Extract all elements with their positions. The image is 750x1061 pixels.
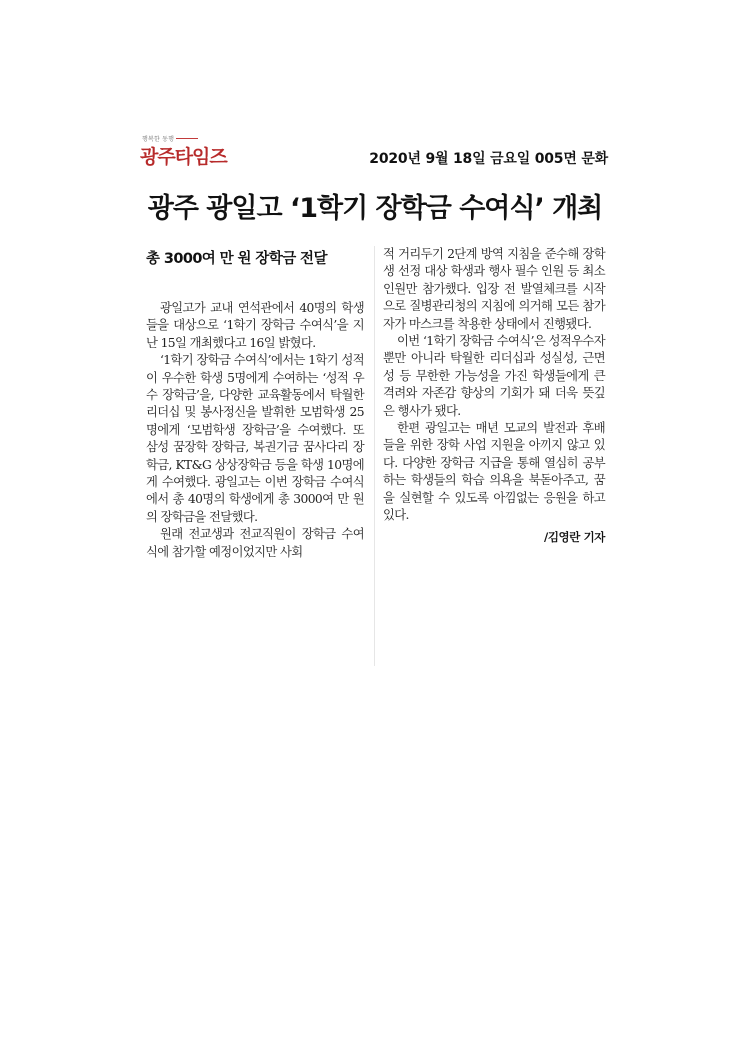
article-byline: /김영란 기자 bbox=[544, 529, 605, 544]
article-paragraph: ‘1학기 장학금 수여식’에서는 1학기 성적이 우수한 학생 5명에게 수여하는 ‘성적 우수 장학금’을, 다양한 교육활동에서 탁월한 리더십 및 봉사정신을 발휘한 모범학생 25명에게 ‘모범학생 장학금’을 수여했다. 또 삼성 꿈장학 장학금, 복권기금 꿈사다리 장학금, KT&G 상상장학금 등을 학생 10명에게 수여했다. 광일고는 이번 장학금 수여식에서 총 40명의 학생에게 총 3000여 만 원의 장학금을 전달했다. bbox=[146, 353, 364, 524]
masthead bbox=[138, 132, 608, 172]
article-paragraph: 원래 전교생과 전교직원이 장학금 수여식에 참가할 예정이었지만 사회 bbox=[146, 527, 364, 559]
logo-rule bbox=[176, 138, 198, 139]
dateline: 2020년 9월 18일 금요일 005면 문화 bbox=[369, 151, 608, 167]
article-paragraph: 한편 광일고는 매년 모교의 발전과 후배들을 위한 장학 사업 지원을 아끼지 않고 있다. 다양한 장학금 지급을 통해 열심히 공부하는 학생들의 학습 의욕을 북돋아주고, 꿈을 실현할 수 있도록 아낌없는 응원을 하고 있다. bbox=[383, 421, 605, 523]
logo-name: 광주타임즈 bbox=[140, 146, 227, 168]
article-paragraph: 적 거리두기 2단계 방역 지침을 준수해 장학생 선정 대상 학생과 행사 필수 인원 등 최소 인원만 참가했다. 입장 전 발열체크를 시작으로 질병관리청의 지침에 의거해 모든 참가자가 마스크를 착용한 상태에서 진행됐다. bbox=[383, 247, 605, 331]
article-subhead: 총 3000여 만 원 장학금 전달 bbox=[146, 251, 327, 267]
article-column-left bbox=[146, 250, 364, 561]
logo-tagline: 행복한 동행 bbox=[142, 136, 175, 143]
newspaper-logo bbox=[138, 132, 248, 170]
column-divider bbox=[374, 246, 375, 666]
article-column-right bbox=[383, 246, 605, 546]
article-paragraph: 이번 ‘1학기 장학금 수여식’은 성적우수자뿐만 아니라 탁월한 리더십과 성실성, 근면성 등 무한한 가능성을 가진 학생들에게 큰 격려와 자존감 향상의 기회가 돼 더욱 뜻깊은 행사가 됐다. bbox=[383, 334, 605, 418]
article-headline: 광주 광일고 ‘1학기 장학금 수여식’ 개최 bbox=[147, 193, 603, 224]
article-paragraph: 광일고가 교내 연석관에서 40명의 학생들을 대상으로 ‘1학기 장학금 수여식’을 지난 15일 개최했다고 16일 밝혔다. bbox=[146, 301, 364, 350]
